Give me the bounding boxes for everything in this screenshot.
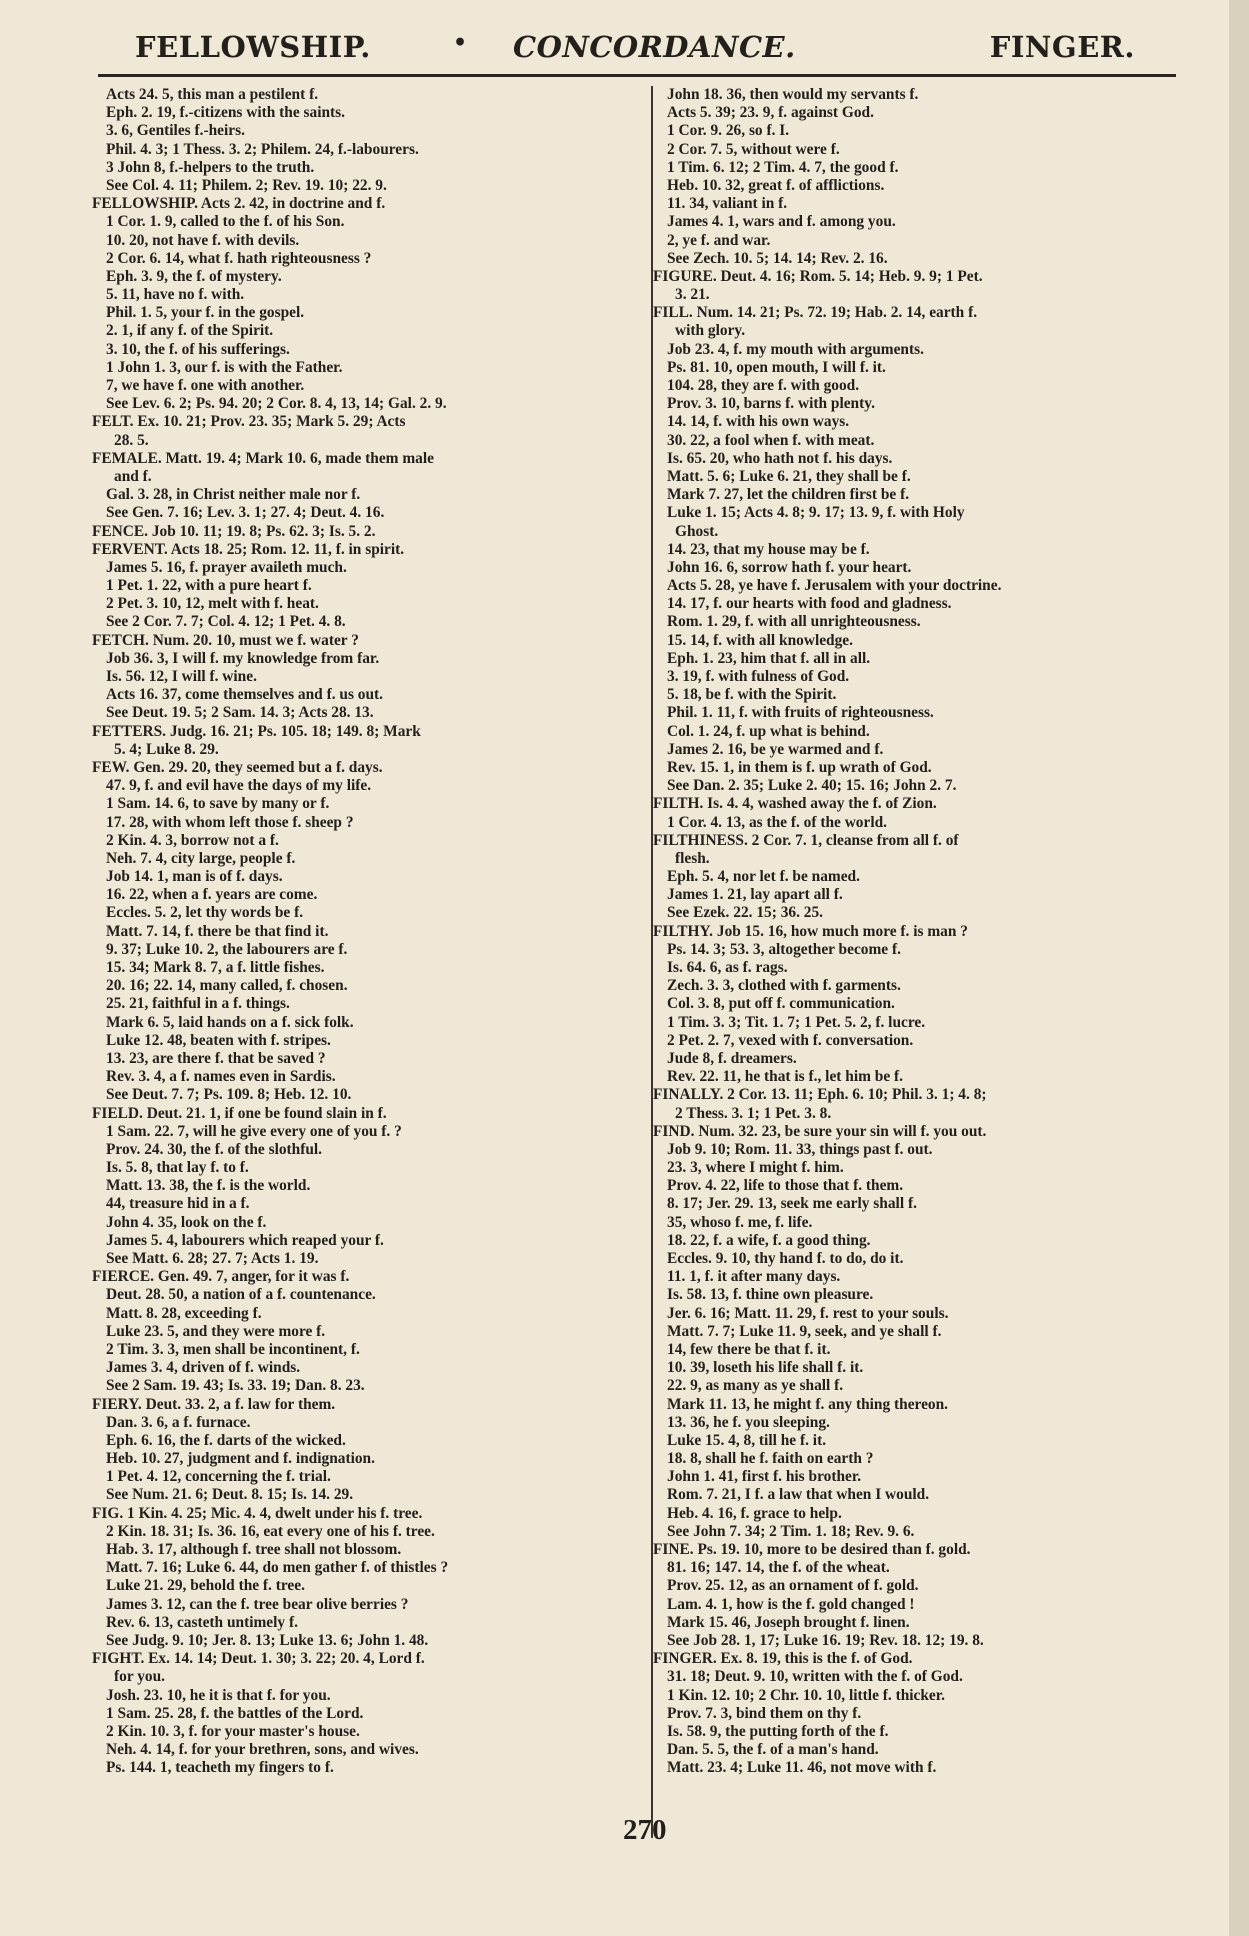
entry-line: 3. 10, the f. of his sufferings. [106, 340, 290, 358]
entry-line: 3. 6, Gentiles f.-heirs. [106, 122, 245, 140]
entry-line: Luke 1. 15; Acts 4. 8; 9. 17; 13. 9, f. with Holy [667, 504, 965, 522]
entry-line: Matt. 7. 7; Luke 11. 9, seek, and ye shall f. [667, 1322, 942, 1340]
entry-line: Job 36. 3, I will f. my knowledge from far. [106, 649, 380, 667]
headword-entry: FIGHT. Ex. 14. 14; Deut. 1. 30; 3. 22; 20. 4, Lord f. [92, 1650, 425, 1668]
entry-line: Phil. 1. 11, f. with fruits of righteousness. [667, 704, 934, 722]
entry-line: 15. 34; Mark 8. 7, a f. little fishes. [106, 959, 325, 976]
entry-line: 5. 4; Luke 8. 29. [114, 740, 219, 758]
entry-line: Is. 58. 9, the putting forth of the f. [667, 1722, 889, 1740]
entry-line: Deut. 28. 50, a nation of a f. countenance. [106, 1286, 376, 1304]
entry-line: 14, few there be that f. it. [667, 1340, 831, 1358]
entry-line: 1 Cor. 4. 13, as the f. of the world. [667, 813, 888, 831]
entry-line: See Gen. 7. 16; Lev. 3. 1; 27. 4; Deut. 4. 16. [106, 504, 385, 522]
entry-line: 2 Cor. 6. 14, what f. hath righteousness ? [106, 249, 372, 267]
entry-line: Eph. 2. 19, f.-citizens with the saints. [106, 104, 345, 122]
entry-line: Acts 24. 5, this man a pestilent f. [106, 86, 319, 103]
entry-line: 14. 23, that my house may be f. [667, 540, 870, 558]
entry-line: Jude 8, f. dreamers. [667, 1049, 797, 1067]
entry-line: Ps. 81. 10, open mouth, I will f. it. [667, 358, 886, 376]
entry-line: See Matt. 6. 28; 27. 7; Acts 1. 19. [106, 1250, 319, 1267]
entry-line: Acts 5. 28, ye have f. Jerusalem with your doctrine. [667, 577, 1002, 595]
entry-line: See Dan. 2. 35; Luke 2. 40; 15. 16; John 2. 7. [667, 777, 957, 795]
entry-line: 25. 21, faithful in a f. things. [106, 995, 290, 1013]
entry-line: Rev. 3. 4, a f. names even in Sardis. [106, 1068, 336, 1086]
entry-line: Heb. 10. 27, judgment and f. indignation. [106, 1450, 375, 1468]
entry-line: Col. 1. 24, f. up what is behind. [667, 722, 870, 740]
entry-line: James 5. 16, f. prayer availeth much. [106, 558, 347, 576]
entry-line: 16. 22, when a f. years are come. [106, 886, 318, 904]
entry-line: Rom. 7. 21, I f. a law that when I would. [667, 1486, 930, 1504]
entry-line: Phil. 4. 3; 1 Thess. 3. 2; Philem. 24, f.-labourers. [106, 140, 419, 158]
entry-line: Acts 5. 39; 23. 9, f. against God. [667, 104, 874, 122]
entry-line: Luke 23. 5, and they were more f. [106, 1322, 326, 1340]
entry-line: James 5. 4, labourers which reaped your f. [106, 1231, 384, 1249]
entry-line: See 2 Sam. 19. 43; Is. 33. 19; Dan. 8. 23. [106, 1377, 365, 1395]
entry-line: 11. 1, f. it after many days. [667, 1268, 841, 1286]
headword-entry: FILTH. Is. 4. 4, washed away the f. of Zion. [653, 795, 937, 813]
entry-line: Matt. 8. 28, exceeding f. [106, 1304, 262, 1322]
right-column [653, 86, 1201, 1777]
entry-line: 23. 3, where I might f. him. [667, 1159, 844, 1177]
headword-entry: FEW. Gen. 29. 20, they seemed but a f. days. [92, 758, 383, 776]
entry-line: See Job 28. 1, 17; Luke 16. 19; Rev. 18. 12; 19. 8. [667, 1631, 984, 1649]
entry-line: John 18. 36, then would my servants f. [667, 86, 919, 103]
entry-line: 10. 39, loseth his life shall f. it. [667, 1359, 864, 1377]
entry-line: 20. 16; 22. 14, many called, f. chosen. [106, 977, 348, 995]
entry-line: Col. 3. 8, put off f. communication. [667, 995, 895, 1013]
entry-line: 10. 20, not have f. with devils. [106, 231, 300, 249]
entry-line: Gal. 3. 28, in Christ neither male nor f. [106, 486, 361, 504]
entry-line: 35, whoso f. me, f. life. [667, 1213, 813, 1231]
entry-line: 17. 28, with whom left those f. sheep ? [106, 813, 354, 831]
entry-line: Eph. 6. 16, the f. darts of the wicked. [106, 1431, 346, 1449]
entry-line: Mark 6. 5, laid hands on a f. sick folk. [106, 1013, 354, 1031]
entry-line: Luke 12. 48, beaten with f. stripes. [106, 1031, 331, 1049]
entry-line: Prov. 7. 3, bind them on thy f. [667, 1704, 862, 1722]
entry-line: See Deut. 19. 5; 2 Sam. 14. 3; Acts 28. 13. [106, 704, 374, 722]
entry-line: 13. 36, he f. you sleeping. [667, 1413, 830, 1431]
page-number: 270 [623, 1814, 667, 1846]
headword-entry: FENCE. Job 10. 11; 19. 8; Ps. 62. 3; Is. 5. 2. [92, 522, 376, 540]
entry-line: Dan. 5. 5, the f. of a man's hand. [667, 1741, 879, 1759]
entry-line: flesh. [675, 849, 710, 867]
entry-line: Is. 64. 6, as f. rags. [667, 959, 788, 976]
headword-entry: FETTERS. Judg. 16. 21; Ps. 105. 18; 149. 8; Mark [92, 722, 421, 740]
entry-line: John 1. 41, first f. his brother. [667, 1468, 862, 1486]
entry-line: Prov. 3. 10, barns f. with plenty. [667, 395, 875, 413]
entry-line: 2 Cor. 7. 5, without were f. [667, 140, 840, 158]
entry-line: James 3. 4, driven of f. winds. [106, 1359, 301, 1377]
entry-line: 2. 1, if any f. of the Spirit. [106, 322, 274, 340]
entry-line: 1 Sam. 22. 7, will he give every one of you f. ? [106, 1122, 402, 1140]
headword-entry: FIG. 1 Kin. 4. 25; Mic. 4. 4, dwelt under his f. tree. [92, 1504, 423, 1522]
running-header [135, 30, 1135, 72]
headword-entry: FINGER. Ex. 8. 19, this is the f. of God. [653, 1650, 913, 1668]
entry-line: 5. 11, have no f. with. [106, 286, 245, 304]
entry-line: Lam. 4. 1, how is the f. gold changed ! [667, 1595, 915, 1613]
entry-line: Is. 56. 12, I will f. wine. [106, 668, 257, 685]
entry-line: 47. 9, f. and evil have the days of my life. [106, 777, 372, 795]
entry-line: for you. [114, 1668, 166, 1686]
entry-line: 2 Kin. 18. 31; Is. 36. 16, eat every one of his f. tree. [106, 1522, 435, 1540]
entry-line: Eccles. 5. 2, let thy words be f. [106, 904, 304, 922]
entry-line: Matt. 5. 6; Luke 6. 21, they shall be f. [667, 467, 911, 485]
entry-line: Zech. 3. 3, clothed with f. garments. [667, 977, 901, 995]
entry-line: Rom. 1. 29, f. with all unrighteousness. [667, 613, 921, 631]
entry-line: Luke 21. 29, behold the f. tree. [106, 1577, 305, 1595]
headword-entry: FIERCE. Gen. 49. 7, anger, for it was f. [92, 1268, 350, 1286]
page-edge-shadow [1229, 0, 1249, 1936]
entry-line: See Col. 4. 11; Philem. 2; Rev. 19. 10; 22. 9. [106, 176, 387, 194]
headword-entry: FIERY. Deut. 33. 2, a f. law for them. [92, 1395, 336, 1413]
entry-line: 30. 22, a fool when f. with meat. [667, 431, 875, 449]
entry-line: 2 Tim. 3. 3, men shall be incontinent, f. [106, 1340, 360, 1358]
entry-line: Ps. 14. 3; 53. 3, altogether become f. [667, 940, 901, 958]
entry-line: 15. 14, f. with all knowledge. [667, 631, 853, 649]
entry-line: Dan. 3. 6, a f. furnace. [106, 1413, 251, 1431]
headword-entry: FILTHY. Job 15. 16, how much more f. is man ? [653, 922, 968, 940]
entry-line: John 4. 35, look on the f. [106, 1213, 267, 1231]
entry-line: 3 John 8, f.-helpers to the truth. [106, 158, 315, 176]
entry-line: Matt. 13. 38, the f. is the world. [106, 1177, 311, 1195]
entry-line: James 1. 21, lay apart all f. [667, 886, 843, 904]
entry-line: 5. 18, be f. with the Spirit. [667, 686, 837, 704]
entry-line: Is. 65. 20, who hath not f. his days. [667, 449, 893, 467]
entry-line: Eph. 5. 4, nor let f. be named. [667, 868, 860, 886]
entry-line: Jer. 6. 16; Matt. 11. 29, f. rest to your souls. [667, 1304, 949, 1322]
entry-line: 14. 17, f. our hearts with food and gladness. [667, 595, 952, 613]
headword-entry: FERVENT. Acts 18. 25; Rom. 12. 11, f. in spirit. [92, 540, 405, 558]
entry-line: and f. [114, 467, 152, 485]
entry-line: Rev. 6. 13, casteth untimely f. [106, 1613, 298, 1631]
headword-entry: FETCH. Num. 20. 10, must we f. water ? [92, 631, 359, 649]
entry-line: See Judg. 9. 10; Jer. 8. 13; Luke 13. 6; John 1. 48. [106, 1631, 429, 1649]
headword-entry: FEMALE. Matt. 19. 4; Mark 10. 6, made them male [92, 449, 434, 467]
entry-line: James 3. 12, can the f. tree bear olive berries ? [106, 1595, 409, 1613]
entry-line: See Lev. 6. 2; Ps. 94. 20; 2 Cor. 8. 4, 13, 14; Gal. 2. 9. [106, 395, 447, 413]
entry-line: Rev. 15. 1, in them is f. up wrath of God. [667, 758, 932, 776]
entry-line: Eph. 1. 23, him that f. all in all. [667, 649, 871, 667]
entry-line: 11. 34, valiant in f. [667, 195, 788, 213]
entry-line: 1 Pet. 4. 12, concerning the f. trial. [106, 1468, 331, 1486]
entry-line: 13. 23, are there f. that be saved ? [106, 1049, 326, 1067]
entry-line: Eph. 3. 9, the f. of mystery. [106, 267, 282, 285]
entry-line: 2 Thess. 3. 1; 1 Pet. 3. 8. [675, 1104, 832, 1122]
entry-line: Matt. 23. 4; Luke 11. 46, not move with f. [667, 1759, 937, 1777]
left-column [92, 86, 640, 1777]
entry-line: Neh. 7. 4, city large, people f. [106, 849, 296, 867]
entry-line: 18. 8, shall he f. faith on earth ? [667, 1450, 874, 1468]
entry-line: 44, treasure hid in a f. [106, 1195, 250, 1213]
headword-entry: FELT. Ex. 10. 21; Prov. 23. 35; Mark 5. 29; Acts [92, 413, 406, 431]
headword-entry: FELLOWSHIP. Acts 2. 42, in doctrine and f. [92, 195, 386, 213]
entry-line: 1 Sam. 25. 28, f. the battles of the Lord. [106, 1704, 364, 1722]
entry-line: 2, ye f. and war. [667, 231, 771, 249]
entry-line: 81. 16; 147. 14, the f. of the wheat. [667, 1559, 890, 1577]
headword-entry: FINE. Ps. 19. 10, more to be desired than f. gold. [653, 1541, 971, 1558]
header-dot: • [453, 30, 468, 56]
headword-entry: FILL. Num. 14. 21; Ps. 72. 19; Hab. 2. 14, earth f. [653, 304, 978, 322]
entry-line: Eccles. 9. 10, thy hand f. to do, do it. [667, 1250, 904, 1267]
entry-line: 28. 5. [114, 431, 149, 449]
entry-line: See 2 Cor. 7. 7; Col. 4. 12; 1 Pet. 4. 8. [106, 613, 346, 631]
entry-line: John 16. 6, sorrow hath f. your heart. [667, 558, 912, 576]
entry-line: Rev. 22. 11, he that is f., let him be f. [667, 1068, 903, 1086]
entry-line: 2 Pet. 2. 7, vexed with f. conversation. [667, 1031, 914, 1049]
entry-line: Job 23. 4, f. my mouth with arguments. [667, 340, 924, 358]
entry-line: 9. 37; Luke 10. 2, the labourers are f. [106, 940, 348, 958]
entry-line: Mark 7. 27, let the children first be f. [667, 486, 910, 504]
entry-line: Josh. 23. 10, he it is that f. for you. [106, 1686, 331, 1704]
entry-line: 1 Tim. 3. 3; Tit. 1. 7; 1 Pet. 5. 2, f. lucre. [667, 1013, 926, 1031]
entry-line: 1 Cor. 9. 26, so f. I. [667, 122, 790, 140]
entry-line: 14. 14, f. with his own ways. [667, 413, 850, 431]
entry-line: 1 Pet. 1. 22, with a pure heart f. [106, 577, 312, 595]
entry-line: See Zech. 10. 5; 14. 14; Rev. 2. 16. [667, 249, 888, 267]
headword-entry: FIGURE. Deut. 4. 16; Rom. 5. 14; Heb. 9. 9; 1 Pet. [653, 267, 983, 285]
entry-line: 1 Kin. 12. 10; 2 Chr. 10. 10, little f. thicker. [667, 1686, 946, 1704]
entry-line: Heb. 10. 32, great f. of afflictions. [667, 176, 885, 194]
entry-line: Ps. 144. 1, teacheth my fingers to f. [106, 1759, 334, 1777]
entry-line: 2 Kin. 4. 3, borrow not a f. [106, 831, 279, 849]
headword-entry: FINALLY. 2 Cor. 13. 11; Eph. 6. 10; Phil. 3. 1; 4. 8; [653, 1086, 987, 1104]
entry-line: 1 Tim. 6. 12; 2 Tim. 4. 7, the good f. [667, 158, 899, 176]
entry-line: Is. 58. 13, f. thine own pleasure. [667, 1286, 874, 1304]
entry-line: Acts 16. 37, come themselves and f. us out. [106, 686, 384, 704]
entry-line: Job 14. 1, man is of f. days. [106, 868, 283, 886]
entry-line: 1 Cor. 1. 9, called to the f. of his Son. [106, 213, 345, 231]
entry-line: Phil. 1. 5, your f. in the gospel. [106, 304, 305, 322]
entry-line: Is. 5. 8, that lay f. to f. [106, 1159, 249, 1177]
entry-line: 3. 21. [675, 286, 710, 304]
entry-line: 18. 22, f. a wife, f. a good thing. [667, 1231, 871, 1249]
entry-line: Matt. 7. 14, f. there be that find it. [106, 922, 329, 940]
header-right-word: FINGER. [989, 30, 1135, 64]
entry-line: with glory. [675, 322, 746, 340]
entry-line: Heb. 4. 16, f. grace to help. [667, 1504, 842, 1522]
entry-line: Prov. 4. 22, life to those that f. them. [667, 1177, 904, 1195]
entry-line: Luke 15. 4, 8, till he f. it. [667, 1431, 827, 1449]
header-title: CONCORDANCE. [513, 30, 796, 64]
headword-entry: FIND. Num. 32. 23, be sure your sin will f. you out. [653, 1122, 987, 1140]
headword-entry: FIELD. Deut. 21. 1, if one be found slain in f. [92, 1104, 387, 1122]
entry-line: 3. 19, f. with fulness of God. [667, 668, 850, 685]
entry-line: Hab. 3. 17, although f. tree shall not blossom. [106, 1541, 402, 1558]
headword-entry: FILTHINESS. 2 Cor. 7. 1, cleanse from all f. of [653, 831, 959, 849]
entry-line: 1 Sam. 14. 6, to save by many or f. [106, 795, 330, 813]
entry-line: See Num. 21. 6; Deut. 8. 15; Is. 14. 29. [106, 1486, 354, 1504]
entry-line: 7, we have f. one with another. [106, 377, 305, 394]
header-rule [98, 74, 1176, 77]
entry-line: 22. 9, as many as ye shall f. [667, 1377, 844, 1395]
entry-line: 31. 18; Deut. 9. 10, written with the f. of God. [667, 1668, 963, 1686]
entry-line: 2 Kin. 10. 3, f. for your master's house. [106, 1722, 360, 1740]
entry-line: James 2. 16, be ye warmed and f. [667, 740, 884, 758]
entry-line: Ghost. [675, 522, 719, 540]
entry-line: Prov. 25. 12, as an ornament of f. gold. [667, 1577, 919, 1595]
entry-line: See John 7. 34; 2 Tim. 1. 18; Rev. 9. 6. [667, 1522, 915, 1540]
entry-line: 1 John 1. 3, our f. is with the Father. [106, 358, 343, 376]
entry-line: James 4. 1, wars and f. among you. [667, 213, 896, 231]
entry-line: Job 9. 10; Rom. 11. 33, things past f. out. [667, 1140, 933, 1158]
entry-line: Neh. 4. 14, f. for your brethren, sons, and wives. [106, 1741, 419, 1759]
entry-line: 104. 28, they are f. with good. [667, 377, 860, 394]
entry-line: See Deut. 7. 7; Ps. 109. 8; Heb. 12. 10. [106, 1086, 352, 1104]
entry-line: Mark 11. 13, he might f. any thing thereon. [667, 1395, 949, 1413]
entry-line: See Ezek. 22. 15; 36. 25. [667, 904, 824, 922]
entry-line: Prov. 24. 30, the f. of the slothful. [106, 1140, 323, 1158]
entry-line: 2 Pet. 3. 10, 12, melt with f. heat. [106, 595, 319, 613]
entry-line: 8. 17; Jer. 29. 13, seek me early shall f. [667, 1195, 917, 1213]
header-left-word: FELLOWSHIP. [135, 30, 371, 64]
entry-line: Mark 15. 46, Joseph brought f. linen. [667, 1613, 910, 1631]
entry-line: Matt. 7. 16; Luke 6. 44, do men gather f. of thistles ? [106, 1559, 449, 1577]
